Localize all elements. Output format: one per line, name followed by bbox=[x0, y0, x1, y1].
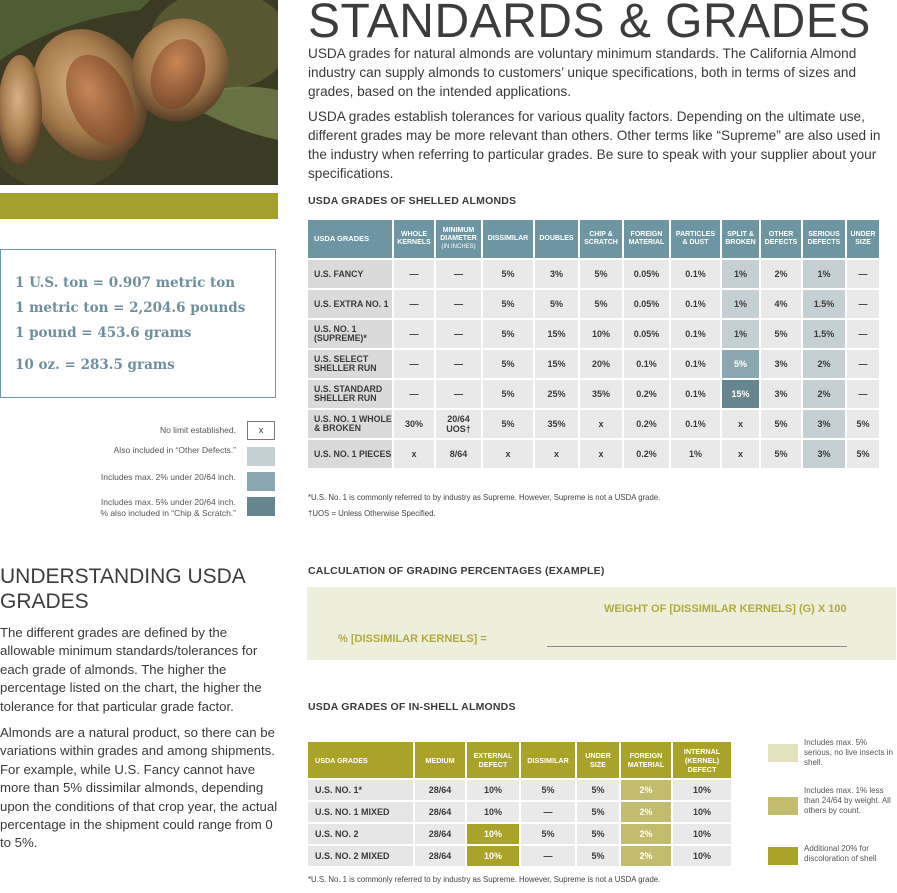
col-header: OTHER DEFECTS bbox=[761, 220, 801, 258]
table-cell: 5% bbox=[847, 440, 879, 468]
table-cell: 5% bbox=[535, 290, 578, 318]
shelled-heading: USDA GRADES OF SHELLED ALMONDS bbox=[308, 195, 517, 207]
legend-no-limit-swatch: x bbox=[247, 421, 275, 440]
table-cell: 5% bbox=[483, 380, 533, 408]
col-header: MINIMUM DIAMETER (IN INCHES) bbox=[436, 220, 481, 258]
col-header: INTERNAL (KERNEL) DEFECT bbox=[673, 742, 731, 778]
shelled-footnote-2: †UOS = Unless Otherwise Specified. bbox=[308, 509, 436, 518]
table-cell: 0.1% bbox=[671, 350, 720, 378]
table-cell: 5% bbox=[577, 824, 619, 844]
legend-max2-label: Includes max. 2% under 20/64 inch. bbox=[100, 472, 236, 482]
table-cell: 5% bbox=[577, 802, 619, 822]
table-cell: 5% bbox=[761, 410, 801, 438]
table-cell: 1% bbox=[803, 260, 845, 288]
table-cell: 28/64 bbox=[415, 802, 465, 822]
table-cell: 0.2% bbox=[624, 410, 669, 438]
table-cell: 0.1% bbox=[671, 320, 720, 348]
table-cell: 5% bbox=[847, 410, 879, 438]
row-grade: U.S. NO. 1* bbox=[308, 780, 413, 800]
table-cell: 1.5% bbox=[803, 320, 845, 348]
row-grade: U.S. SELECT SHELLER RUN bbox=[308, 350, 392, 378]
table-cell: 15% bbox=[535, 320, 578, 348]
legend-max5-label: Includes max. 5% under 20/64 inch. % also included in “Chip & Scratch.” bbox=[100, 497, 236, 518]
col-header: UNDER SIZE bbox=[577, 742, 619, 778]
table-cell: 0.1% bbox=[671, 410, 720, 438]
col-header: CHIP & SCRATCH bbox=[580, 220, 622, 258]
inshell-legend-swatch-2 bbox=[768, 797, 798, 815]
table-cell: — bbox=[394, 350, 434, 378]
conversion-box bbox=[0, 249, 276, 398]
table-cell: 0.2% bbox=[624, 380, 669, 408]
understanding-paragraph-1: The different grades are defined by the allowable minimum standards/tolerances for each grade of almonds. The higher the percentage listed on the chart, the higher the tolerance for that particular grade factor. bbox=[0, 625, 262, 714]
almond-illustration bbox=[0, 0, 278, 185]
table-cell: 8/64 bbox=[436, 440, 481, 468]
table-row bbox=[308, 260, 879, 288]
table-row bbox=[308, 290, 879, 318]
table-row bbox=[308, 440, 879, 468]
table-cell: 28/64 bbox=[415, 824, 465, 844]
inshell-legend-text-3: Additional 20% for discoloration of shell bbox=[804, 844, 877, 863]
inshell-footnote: *U.S. No. 1 is commonly referred to by industry as Supreme. However, Supreme is not a USDA grade. bbox=[308, 875, 661, 884]
conversion-line: 1 U.S. ton = 0.907 metric ton bbox=[15, 275, 236, 291]
table-cell: 5% bbox=[483, 320, 533, 348]
table-cell: 10% bbox=[580, 320, 622, 348]
table-row bbox=[308, 380, 879, 408]
table-cell: 3% bbox=[761, 380, 801, 408]
table-cell: 5% bbox=[577, 846, 619, 866]
table-cell: 0.05% bbox=[624, 290, 669, 318]
table-cell: 1% bbox=[722, 260, 759, 288]
table-cell: 2% bbox=[761, 260, 801, 288]
table-cell: x bbox=[580, 410, 622, 438]
row-grade: U.S. NO. 1 WHOLE & BROKEN bbox=[308, 410, 392, 438]
col-header: WHOLE KERNELS bbox=[394, 220, 434, 258]
table-cell: 0.1% bbox=[671, 260, 720, 288]
table-cell: x bbox=[722, 440, 759, 468]
table-cell: 3% bbox=[803, 440, 845, 468]
table-cell: 0.1% bbox=[671, 290, 720, 318]
table-cell: — bbox=[847, 350, 879, 378]
table-cell: — bbox=[436, 380, 481, 408]
table-cell: 3% bbox=[803, 410, 845, 438]
table-cell: 5% bbox=[580, 290, 622, 318]
shelled-table bbox=[306, 218, 881, 470]
table-cell: 0.1% bbox=[671, 380, 720, 408]
table-cell: 3% bbox=[535, 260, 578, 288]
inshell-legend-swatch-3 bbox=[768, 847, 798, 865]
table-cell: 4% bbox=[761, 290, 801, 318]
table-cell: 0.05% bbox=[624, 320, 669, 348]
table-cell: 5% bbox=[521, 780, 575, 800]
table-cell: 10% bbox=[467, 824, 519, 844]
intro-paragraph-2: USDA grades establish tolerances for various quality factors. Depending on the ultimate use, different grades may be more relevant than others. Other terms like “Supreme” are also used in the industry when referring to particular grades. Be sure to speak with your supplier about your specifications. bbox=[308, 109, 881, 181]
inshell-table bbox=[306, 740, 733, 868]
table-cell: 5% bbox=[483, 290, 533, 318]
legend-max2-swatch bbox=[247, 472, 275, 491]
legend-other-defects-label: Also included in “Other Defects.” bbox=[113, 445, 236, 455]
table-cell: 2% bbox=[621, 846, 671, 866]
table-cell: 2% bbox=[803, 380, 845, 408]
table-cell: 0.1% bbox=[624, 350, 669, 378]
table-cell: x bbox=[394, 440, 434, 468]
table-cell: 0.2% bbox=[624, 440, 669, 468]
table-row bbox=[308, 846, 731, 866]
table-cell: x bbox=[722, 410, 759, 438]
table-cell: 15% bbox=[722, 380, 759, 408]
table-cell: 5% bbox=[577, 780, 619, 800]
table-cell: — bbox=[436, 350, 481, 378]
col-header: USDA GRADES bbox=[308, 220, 392, 258]
col-header: EXTERNAL DEFECT bbox=[467, 742, 519, 778]
row-grade: U.S. EXTRA NO. 1 bbox=[308, 290, 392, 318]
col-header: MEDIUM bbox=[415, 742, 465, 778]
table-cell: x bbox=[483, 440, 533, 468]
table-cell: 2% bbox=[621, 802, 671, 822]
table-cell: — bbox=[847, 320, 879, 348]
conversion-line: 10 oz. = 283.5 grams bbox=[15, 357, 175, 373]
table-cell: — bbox=[521, 802, 575, 822]
table-cell: 3% bbox=[761, 350, 801, 378]
table-cell: 10% bbox=[467, 802, 519, 822]
row-grade: U.S. STANDARD SHELLER RUN bbox=[308, 380, 392, 408]
table-cell: 5% bbox=[761, 320, 801, 348]
table-cell: 5% bbox=[483, 350, 533, 378]
table-cell: 15% bbox=[535, 350, 578, 378]
calculation-label: % [DISSIMILAR KERNELS] = bbox=[338, 633, 487, 645]
col-header: SERIOUS DEFECTS bbox=[803, 220, 845, 258]
understanding-paragraph-2: Almonds are a natural product, so there can be variations within grades and among shipments. For example, while U.S. Fancy cannot have more than 5% dissimilar almonds, depending upon the conditions of that crop year, the actual percentage in the shipment could range from 0 to 5%. bbox=[0, 725, 278, 851]
table-cell: — bbox=[394, 260, 434, 288]
col-header: DISSIMILAR bbox=[521, 742, 575, 778]
table-cell: 10% bbox=[673, 780, 731, 800]
page-title: STANDARDS & GRADES bbox=[308, 0, 871, 48]
col-header: DISSIMILAR bbox=[483, 220, 533, 258]
table-cell: 1% bbox=[671, 440, 720, 468]
table-cell: 10% bbox=[673, 802, 731, 822]
table-cell: 1.5% bbox=[803, 290, 845, 318]
table-cell: 35% bbox=[580, 380, 622, 408]
row-grade: U.S. NO. 2 MIXED bbox=[308, 846, 413, 866]
inshell-legend-text-1: Includes max. 5% serious, no live insects in shell. bbox=[804, 738, 893, 767]
table-cell: 5% bbox=[761, 440, 801, 468]
row-grade: U.S. NO. 1 MIXED bbox=[308, 802, 413, 822]
table-cell: 5% bbox=[483, 410, 533, 438]
table-cell: — bbox=[847, 260, 879, 288]
table-cell: 25% bbox=[535, 380, 578, 408]
table-cell: 5% bbox=[483, 260, 533, 288]
table-cell: 28/64 bbox=[415, 780, 465, 800]
table-cell: 2% bbox=[621, 824, 671, 844]
calculation-numerator: WEIGHT OF [DISSIMILAR KERNELS] (G) X 100 bbox=[604, 603, 847, 615]
table-cell: 10% bbox=[467, 780, 519, 800]
table-row bbox=[308, 802, 731, 822]
col-header: FOREIGN MATERIAL bbox=[621, 742, 671, 778]
table-cell: 5% bbox=[521, 824, 575, 844]
table-cell: — bbox=[436, 290, 481, 318]
table-cell: x bbox=[580, 440, 622, 468]
fraction-line bbox=[547, 646, 847, 647]
table-cell: 2% bbox=[803, 350, 845, 378]
row-grade: U.S. FANCY bbox=[308, 260, 392, 288]
table-cell: 1% bbox=[722, 320, 759, 348]
table-cell: 1% bbox=[722, 290, 759, 318]
table-cell: 5% bbox=[722, 350, 759, 378]
table-cell: 10% bbox=[467, 846, 519, 866]
inshell-heading: USDA GRADES OF IN-SHELL ALMONDS bbox=[308, 701, 516, 713]
table-cell: 2% bbox=[621, 780, 671, 800]
table-cell: — bbox=[436, 320, 481, 348]
olive-accent-bar bbox=[0, 193, 278, 219]
table-cell: — bbox=[847, 380, 879, 408]
table-cell: 5% bbox=[580, 260, 622, 288]
table-cell: — bbox=[436, 260, 481, 288]
calculation-heading: CALCULATION OF GRADING PERCENTAGES (EXAMPLE) bbox=[308, 565, 605, 577]
table-row bbox=[308, 410, 879, 438]
table-cell: 20% bbox=[580, 350, 622, 378]
legend-max5-swatch bbox=[247, 497, 275, 516]
table-cell: 10% bbox=[673, 846, 731, 866]
table-cell: — bbox=[847, 290, 879, 318]
legend-no-limit-label: No limit established. bbox=[159, 425, 236, 435]
conversion-line: 1 pound = 453.6 grams bbox=[15, 325, 192, 341]
table-row bbox=[308, 350, 879, 378]
inshell-legend-text-2: Includes max. 1% less than 24/64 by weight. All others by count. bbox=[804, 786, 891, 815]
col-header: DOUBLES bbox=[535, 220, 578, 258]
row-grade: U.S. NO. 1 (SUPREME)* bbox=[308, 320, 392, 348]
col-header: FOREIGN MATERIAL bbox=[624, 220, 669, 258]
col-header: PARTICLES & DUST bbox=[671, 220, 720, 258]
table-cell: — bbox=[521, 846, 575, 866]
understanding-heading: UNDERSTANDING USDA GRADES bbox=[0, 565, 245, 613]
inshell-legend-swatch-1 bbox=[768, 744, 798, 762]
conversion-line: 1 metric ton = 2,204.6 pounds bbox=[15, 300, 246, 316]
table-cell: x bbox=[535, 440, 578, 468]
table-row bbox=[308, 824, 731, 844]
table-cell: 0.05% bbox=[624, 260, 669, 288]
table-cell: — bbox=[394, 380, 434, 408]
col-header: SPLIT & BROKEN bbox=[722, 220, 759, 258]
table-cell: 35% bbox=[535, 410, 578, 438]
table-cell: — bbox=[394, 320, 434, 348]
calculation-box bbox=[307, 587, 896, 660]
row-grade: U.S. NO. 2 bbox=[308, 824, 413, 844]
col-header: UNDER SIZE bbox=[847, 220, 879, 258]
almonds-photo bbox=[0, 0, 278, 185]
table-cell: 28/64 bbox=[415, 846, 465, 866]
row-grade: U.S. NO. 1 PIECES bbox=[308, 440, 392, 468]
legend-other-defects-swatch bbox=[247, 447, 275, 466]
col-header: USDA GRADES bbox=[308, 742, 413, 778]
table-cell: — bbox=[394, 290, 434, 318]
table-cell: 10% bbox=[673, 824, 731, 844]
table-row bbox=[308, 320, 879, 348]
table-row bbox=[308, 780, 731, 800]
table-cell: 30% bbox=[394, 410, 434, 438]
table-cell: 20/64 UOS† bbox=[436, 410, 481, 438]
intro-paragraph-1: USDA grades for natural almonds are voluntary minimum standards. The California Almond industry can supply almonds to customers’ unique specifications, both in terms of sizes and grades, based on the intended applications. bbox=[308, 46, 857, 99]
shelled-footnote-1: *U.S. No. 1 is commonly referred to by industry as Supreme. However, Supreme is not a USDA grade. bbox=[308, 493, 661, 502]
